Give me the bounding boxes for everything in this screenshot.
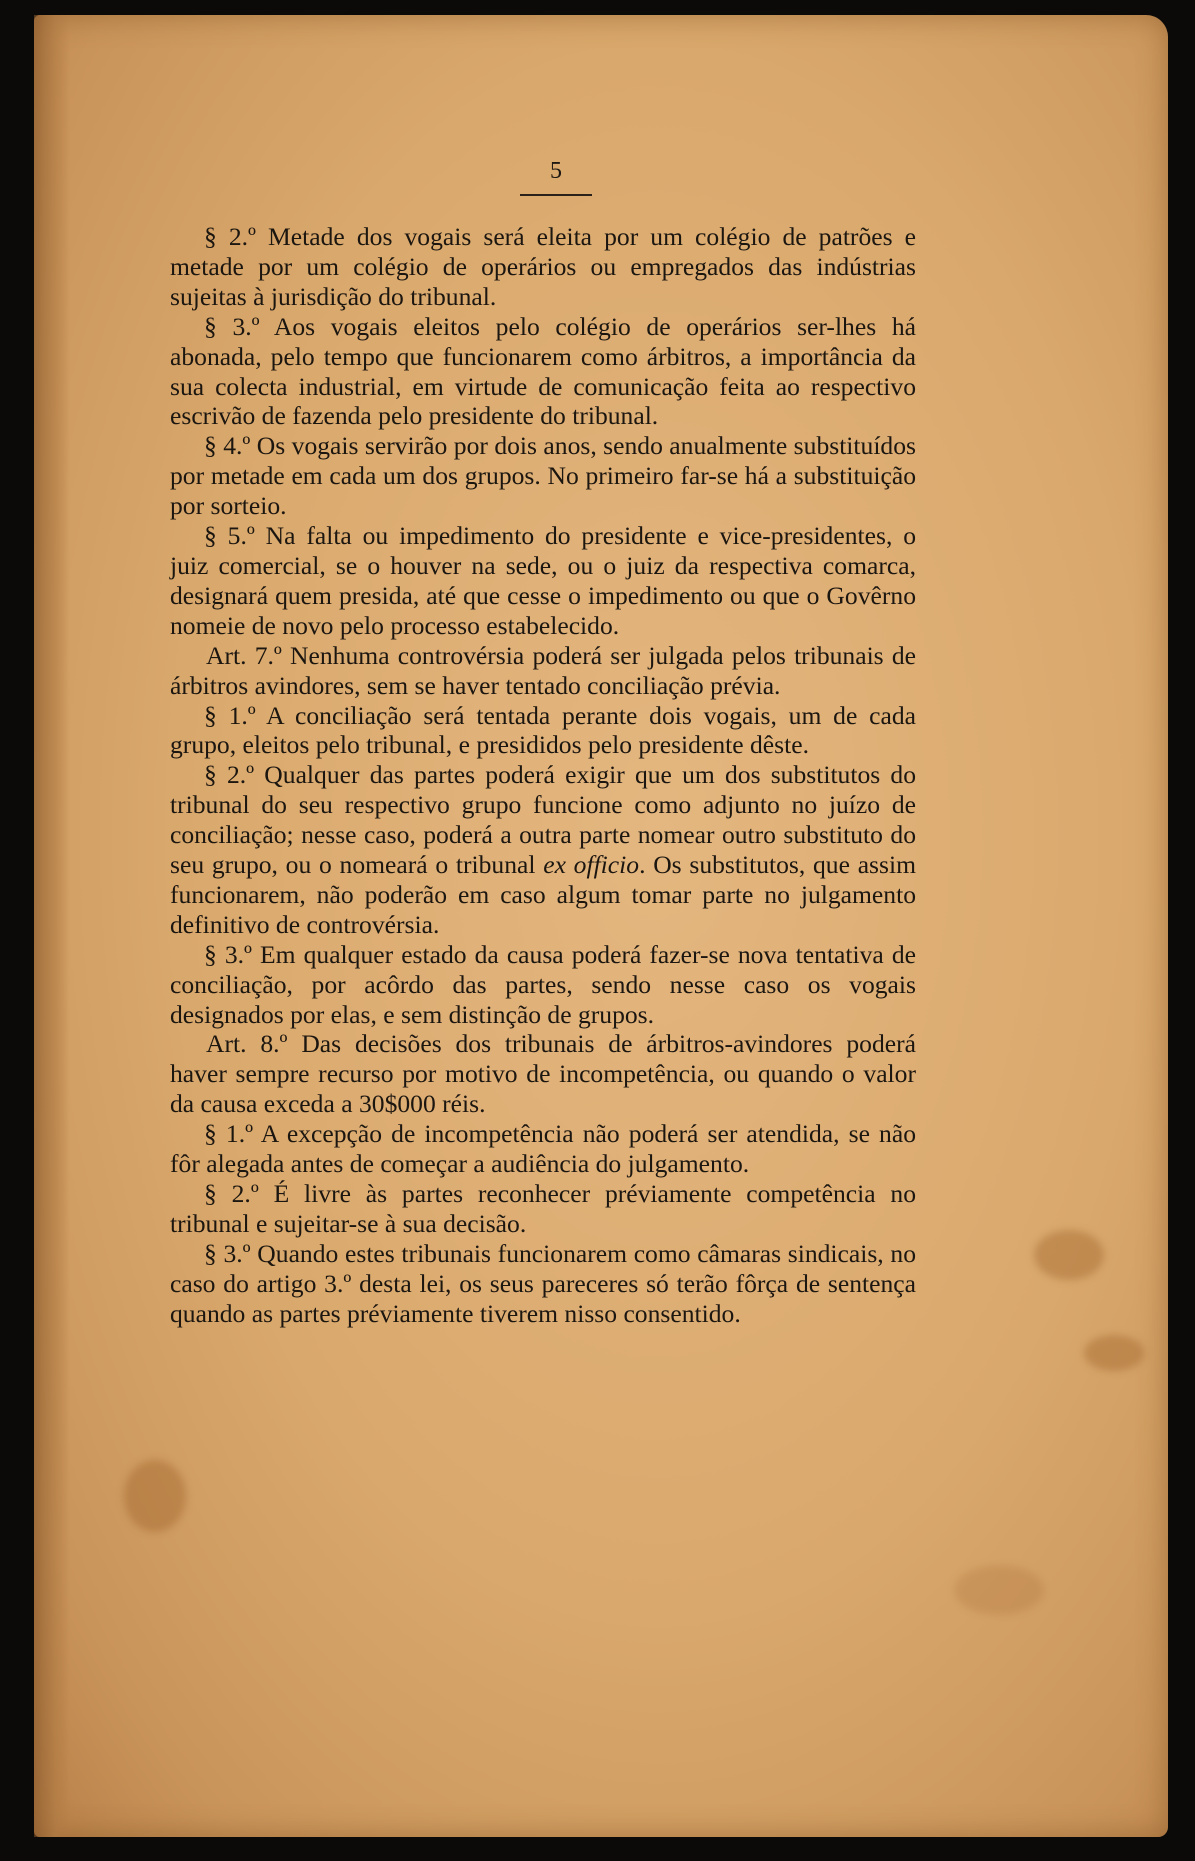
paragraph: § 1.º A excepção de incompetência não poderá ser atendida, se não fôr alegada antes de começar a audiência do julgamento. bbox=[170, 1119, 916, 1179]
paragraph-text: § 2.º Qualquer das partes poderá exigir que um dos substitutos do tribunal do seu respectivo grupo funcione como adjunto no juízo de conciliação; nesse caso, poderá a outra parte nomear outro substituto do seu grupo, ou o nomeará o tribunal bbox=[170, 760, 916, 880]
page-gutter-shadow bbox=[34, 15, 70, 1837]
paragraph: § 1.º A conciliação será tentada perante dois vogais, um de cada grupo, eleitos pelo tribunal, e presididos pelo presidente dêste. bbox=[170, 700, 916, 760]
article-paragraph: Art. 8.º Das decisões dos tribunais de árbitros-avindores poderá haver sempre recurso por motivo de incompetência, ou quando o valor da causa exceda a 30$000 réis. bbox=[170, 1029, 916, 1119]
paper-stain bbox=[124, 1460, 186, 1532]
page-body-text bbox=[170, 222, 916, 1329]
paragraph-text: . Os substitutos, que assim funcionarem, não poderão em caso algum tomar parte no julgamento definitivo de controvérsia. bbox=[170, 850, 916, 939]
article-paragraph: Art. 7.º Nenhuma controvérsia poderá ser julgada pelos tribunais de árbitros avindores, sem se haver tentado conciliação prévia. bbox=[170, 640, 916, 700]
paragraph: § 3.º Em qualquer estado da causa poderá fazer-se nova tentativa de conciliação, por acôrdo das partes, sendo nesse caso os vogais designados por elas, e sem distinção de grupos. bbox=[170, 939, 916, 1029]
paragraph: § 3.º Aos vogais eleitos pelo colégio de operários ser-lhes há abonada, pelo tempo que funcionarem como árbitros, a importância da sua colecta industrial, em virtude de comunicação feita ao respectivo escrivão de fazenda pelo presidente do tribunal. bbox=[170, 311, 916, 431]
paper-stain bbox=[954, 1565, 1044, 1615]
latin-phrase: ex officio bbox=[543, 850, 640, 880]
paragraph: § 2.º Metade dos vogais será eleita por um colégio de patrões e metade por um colégio de operários ou empregados das indústrias sujeitas à jurisdição do tribunal. bbox=[170, 222, 916, 311]
page-number: 5 bbox=[550, 158, 562, 184]
paragraph bbox=[170, 760, 916, 939]
paragraph: § 2.º É livre às partes reconhecer préviamente competência no tribunal e sujeitar-se à sua decisão. bbox=[170, 1179, 916, 1238]
paper-stain bbox=[1084, 1335, 1144, 1371]
paragraph: § 4.º Os vogais servirão por dois anos, sendo anualmente substituídos por metade em cada um dos grupos. No primeiro far-se há a substituição por sorteio. bbox=[170, 431, 916, 521]
paragraph: § 3.º Quando estes tribunais funcionarem como câmaras sindicais, no caso do artigo 3.º desta lei, os seus pareceres só terão fôrça de sentença quando as partes préviamente tiverem nisso consentido. bbox=[170, 1238, 916, 1328]
paper-stain bbox=[1034, 1230, 1104, 1280]
paragraph: § 5.º Na falta ou impedimento do presidente e vice-presidentes, o juiz comercial, se o houver na sede, ou o juiz da respectiva comarca, designará quem presida, até que cesse o impedimento ou que o Govêrno nomeie de novo pelo processo estabelecido. bbox=[170, 521, 916, 640]
page-number-rule bbox=[520, 194, 592, 196]
